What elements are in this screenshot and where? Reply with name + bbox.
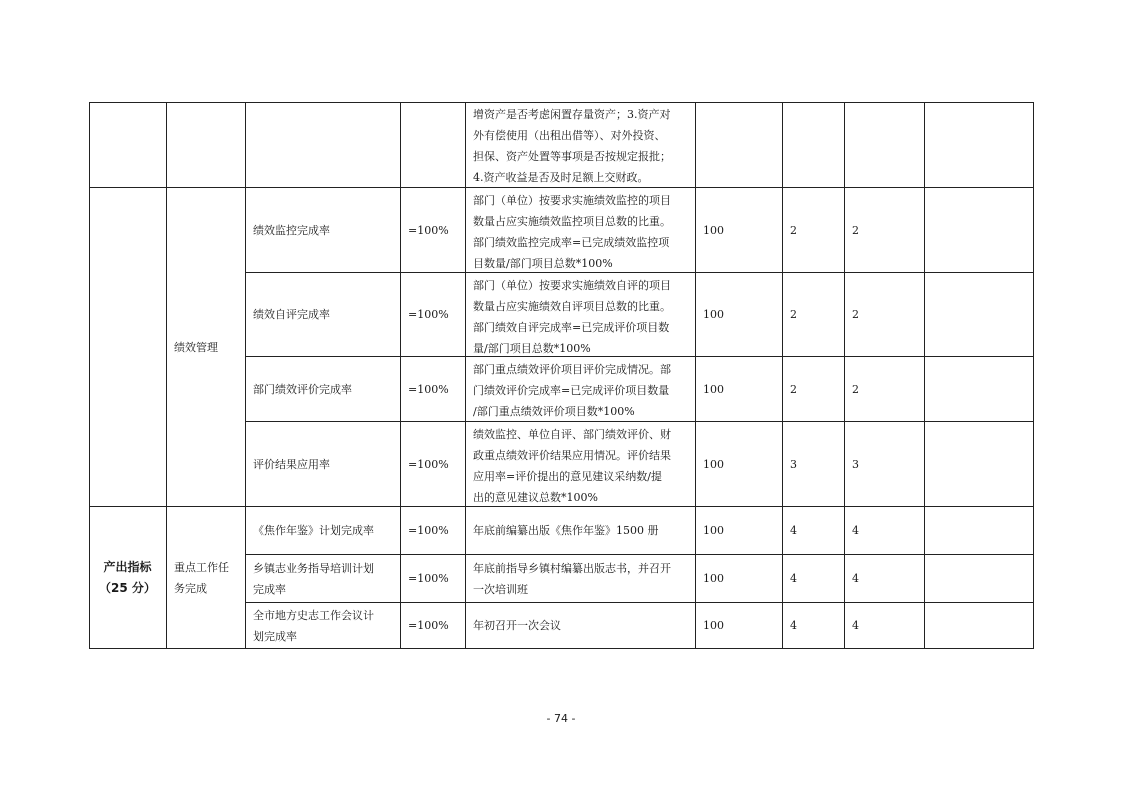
weight-cell (783, 102, 845, 188)
target-cell: =100% (401, 507, 466, 555)
weight-cell: 4 (783, 555, 845, 603)
indicator-cell: 绩效监控完成率 (246, 188, 401, 273)
target-cell: =100% (401, 273, 466, 357)
page-number: - 74 - (546, 712, 576, 725)
standard-cell: 100 (696, 273, 783, 357)
weight-cell: 4 (783, 603, 845, 649)
weight-cell: 2 (783, 273, 845, 357)
standard-cell: 100 (696, 507, 783, 555)
standard-cell: 100 (696, 422, 783, 507)
description-cell: 年底前编纂出版《焦作年鉴》1500 册 (466, 507, 696, 555)
score-cell: 2 (845, 357, 925, 422)
standard-cell: 100 (696, 555, 783, 603)
key-task-group-cell: 重点工作任 务完成 (167, 507, 246, 649)
weight-cell: 3 (783, 422, 845, 507)
description-cell: 部门重点绩效评价项目评价完成情况。部 门绩效评价完成率=已完成评价项目数量 /部门重点绩效评价项目数*100% (466, 357, 696, 422)
target-cell (401, 102, 466, 188)
description-cell: 年底前指导乡镇村编纂出版志书，并召开 一次培训班 (466, 555, 696, 603)
description-cell: 部门（单位）按要求实施绩效自评的项目 数量占应实施绩效自评项目总数的比重。 部门绩效自评完成率=已完成评价项目数 量/部门项目总数*100% (466, 273, 696, 357)
standard-cell: 100 (696, 357, 783, 422)
indicator-cell: 乡镇志业务指导培训计划 完成率 (246, 555, 401, 603)
evaluation-table (89, 102, 1034, 649)
target-cell: =100% (401, 555, 466, 603)
standard-cell (696, 102, 783, 188)
category-cell-top (89, 102, 167, 188)
indicator-cell (246, 102, 401, 188)
score-cell: 2 (845, 273, 925, 357)
standard-cell: 100 (696, 188, 783, 273)
output-category-cell: 产出指标 （25 分） (89, 507, 167, 649)
note-cell (925, 357, 1034, 422)
score-cell: 4 (845, 507, 925, 555)
note-cell (925, 422, 1034, 507)
indicator-cell: 全市地方史志工作会议计 划完成率 (246, 603, 401, 649)
weight-cell: 4 (783, 507, 845, 555)
performance-group-cell: 绩效管理 (167, 188, 246, 507)
score-cell: 2 (845, 188, 925, 273)
note-cell (925, 555, 1034, 603)
note-cell (925, 102, 1034, 188)
description-cell: 部门（单位）按要求实施绩效监控的项目 数量占应实施绩效监控项目总数的比重。 部门绩效监控完成率=已完成绩效监控项 目数量/部门项目总数*100% (466, 188, 696, 273)
target-cell: =100% (401, 603, 466, 649)
score-cell: 4 (845, 603, 925, 649)
score-cell: 3 (845, 422, 925, 507)
weight-cell: 2 (783, 357, 845, 422)
indicator-cell: 绩效自评完成率 (246, 273, 401, 357)
note-cell (925, 507, 1034, 555)
category-cell-performance (89, 188, 167, 507)
score-cell (845, 102, 925, 188)
weight-cell: 2 (783, 188, 845, 273)
subgroup-cell-top (167, 102, 246, 188)
note-cell (925, 188, 1034, 273)
indicator-cell: 部门绩效评价完成率 (246, 357, 401, 422)
score-cell: 4 (845, 555, 925, 603)
target-cell: =100% (401, 188, 466, 273)
note-cell (925, 603, 1034, 649)
indicator-cell: 《焦作年鉴》计划完成率 (246, 507, 401, 555)
standard-cell: 100 (696, 603, 783, 649)
indicator-cell: 评价结果应用率 (246, 422, 401, 507)
description-cell: 绩效监控、单位自评、部门绩效评价、财 政重点绩效评价结果应用情况。评价结果 应用率=评价提出的意见建议采纳数/提 出的意见建议总数*100% (466, 422, 696, 507)
target-cell: =100% (401, 357, 466, 422)
target-cell: =100% (401, 422, 466, 507)
description-cell: 年初召开一次会议 (466, 603, 696, 649)
note-cell (925, 273, 1034, 357)
description-cell: 增资产是否考虑闲置存量资产；3.资产对 外有偿使用（出租出借等）、对外投资、 担保、资产处置等事项是否按规定报批； 4.资产收益是否及时足额上交财政。 (466, 102, 696, 188)
